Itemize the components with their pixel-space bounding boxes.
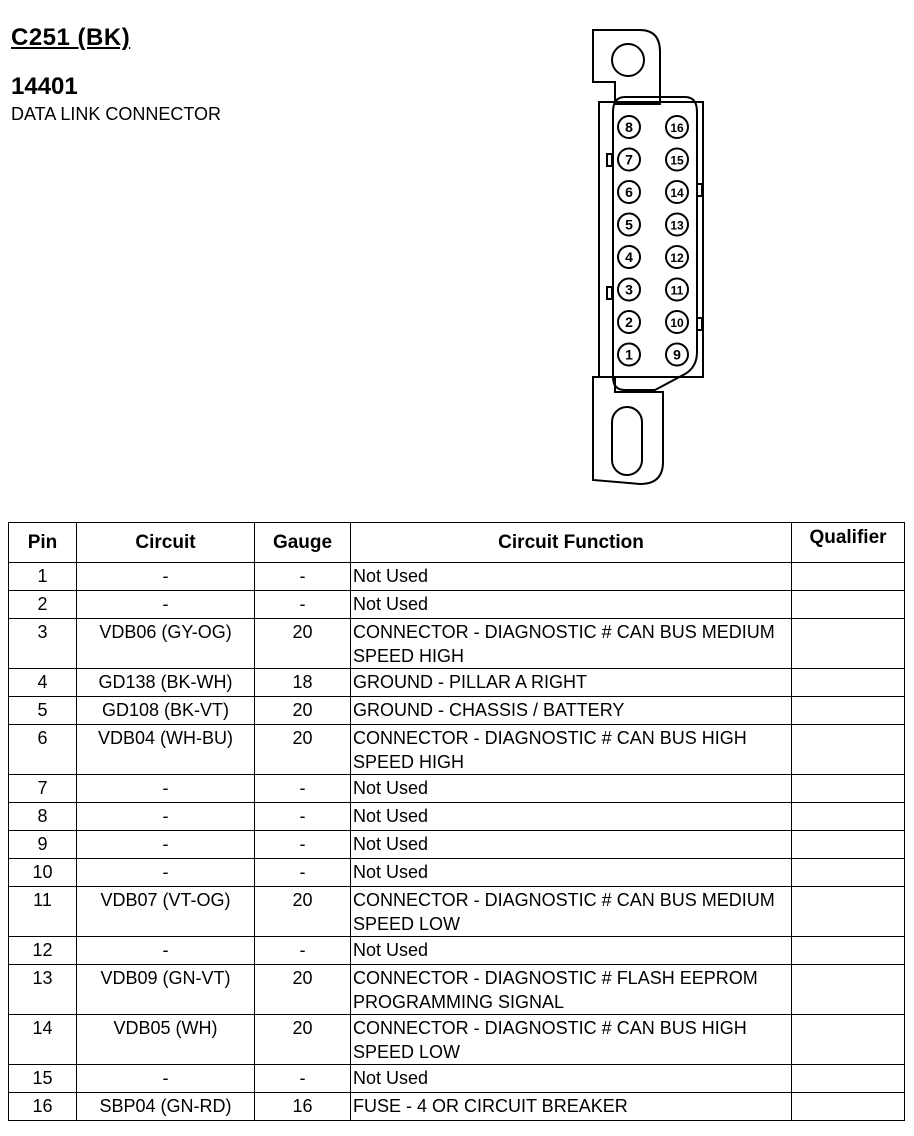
pin-16-label: 16 [670, 121, 684, 135]
gauge-cell: 20 [255, 725, 351, 775]
function-cell: CONNECTOR - DIAGNOSTIC # CAN BUS HIGH SPEED LOW [351, 1015, 792, 1065]
function-cell: Not Used [351, 775, 792, 803]
table-row [9, 697, 905, 725]
table-row [9, 831, 905, 859]
gauge-cell: 16 [255, 1093, 351, 1121]
table-row [9, 775, 905, 803]
function-cell: Not Used [351, 859, 792, 887]
pin-8-label: 8 [625, 119, 633, 135]
pin-cell: 6 [9, 725, 77, 775]
gauge-cell: - [255, 831, 351, 859]
qualifier-column-header: Qualifier [792, 523, 905, 563]
pin-12-label: 12 [670, 251, 684, 265]
circuit-cell: VDB04 (WH-BU) [77, 725, 255, 775]
qualifier-cell [792, 1065, 905, 1093]
pin-cell: 5 [9, 697, 77, 725]
table-header-row [9, 523, 905, 563]
connector-description: DATA LINK CONNECTOR [11, 104, 222, 124]
circuit-cell: - [77, 775, 255, 803]
function-column-header: Circuit Function [351, 523, 792, 563]
table-row [9, 1065, 905, 1093]
qualifier-cell [792, 831, 905, 859]
part-number-heading: 14401 [11, 73, 78, 100]
table-row [9, 591, 905, 619]
gauge-cell: - [255, 775, 351, 803]
left-pin-column [618, 116, 640, 366]
qualifier-cell [792, 937, 905, 965]
function-cell: CONNECTOR - DIAGNOSTIC # CAN BUS HIGH SPEED HIGH [351, 725, 792, 775]
pin-2-label: 2 [625, 314, 633, 330]
circuit-cell: GD138 (BK-WH) [77, 669, 255, 697]
qualifier-cell [792, 1093, 905, 1121]
table-row [9, 965, 905, 1015]
pin-11-label: 11 [670, 283, 684, 298]
top-mounting-hole [612, 44, 644, 76]
qualifier-cell [792, 697, 905, 725]
qualifier-cell [792, 563, 905, 591]
function-cell: CONNECTOR - DIAGNOSTIC # CAN BUS MEDIUM SPEED HIGH [351, 619, 792, 669]
gauge-cell: 20 [255, 697, 351, 725]
qualifier-cell [792, 725, 905, 775]
gauge-cell: - [255, 937, 351, 965]
gauge-column-header: Gauge [255, 523, 351, 563]
gauge-cell: 18 [255, 669, 351, 697]
pin-9-label: 9 [673, 346, 681, 363]
pin-cell: 14 [9, 1015, 77, 1065]
circuit-cell: VDB06 (GY-OG) [77, 619, 255, 669]
function-cell: GROUND - PILLAR A RIGHT [351, 669, 792, 697]
pin-7-label: 7 [625, 151, 633, 168]
side-clip [607, 154, 612, 166]
connector-face-diagram [585, 22, 715, 497]
function-cell: CONNECTOR - DIAGNOSTIC # FLASH EEPROM PROGRAMMING SIGNAL [351, 965, 792, 1015]
pin-4-label: 4 [625, 249, 633, 265]
bottom-mounting-slot [612, 407, 642, 475]
gauge-cell: - [255, 1065, 351, 1093]
circuit-cell: VDB09 (GN-VT) [77, 965, 255, 1015]
table-row [9, 1015, 905, 1065]
function-cell: Not Used [351, 803, 792, 831]
function-cell: GROUND - CHASSIS / BATTERY [351, 697, 792, 725]
circuit-cell: - [77, 563, 255, 591]
circuit-cell: - [77, 591, 255, 619]
pin-6-label: 6 [625, 184, 633, 200]
pin-table-body [9, 563, 905, 1121]
pin-cell: 9 [9, 831, 77, 859]
function-cell: FUSE - 4 OR CIRCUIT BREAKER [351, 1093, 792, 1121]
qualifier-cell [792, 887, 905, 937]
pin-cell: 3 [9, 619, 77, 669]
pin-15-label: 15 [670, 153, 684, 168]
connector-id-heading: C251 (BK) [11, 24, 131, 51]
gauge-cell: 20 [255, 887, 351, 937]
table-row [9, 1093, 905, 1121]
pin-cell: 8 [9, 803, 77, 831]
qualifier-cell [792, 803, 905, 831]
function-cell: Not Used [351, 1065, 792, 1093]
function-cell: Not Used [351, 563, 792, 591]
pin-13-label: 13 [670, 218, 684, 233]
pin-column-header: Pin [9, 523, 77, 563]
table-row [9, 669, 905, 697]
side-clip [697, 184, 702, 196]
pin-cell: 16 [9, 1093, 77, 1121]
circuit-cell: SBP04 (GN-RD) [77, 1093, 255, 1121]
side-clip [607, 287, 612, 299]
pin-10-label: 10 [670, 316, 684, 330]
circuit-cell: GD108 (BK-VT) [77, 697, 255, 725]
pin-14-label: 14 [670, 186, 684, 200]
pin-cell: 1 [9, 563, 77, 591]
pin-cell: 13 [9, 965, 77, 1015]
gauge-cell: - [255, 859, 351, 887]
pin-cell: 12 [9, 937, 77, 965]
qualifier-cell [792, 965, 905, 1015]
circuit-cell: - [77, 937, 255, 965]
gauge-cell: 20 [255, 1015, 351, 1065]
circuit-cell: VDB05 (WH) [77, 1015, 255, 1065]
gauge-cell: - [255, 803, 351, 831]
table-row [9, 563, 905, 591]
function-cell: Not Used [351, 831, 792, 859]
side-clip [697, 318, 702, 330]
pin-cell: 15 [9, 1065, 77, 1093]
circuit-cell: - [77, 859, 255, 887]
pin-3-label: 3 [625, 281, 633, 298]
pin-5-label: 5 [625, 216, 633, 233]
table-row [9, 619, 905, 669]
pin-table [8, 522, 905, 1121]
qualifier-cell [792, 775, 905, 803]
qualifier-cell [792, 669, 905, 697]
pin-cell: 2 [9, 591, 77, 619]
table-row [9, 937, 905, 965]
pin-1-label: 1 [625, 346, 633, 363]
gauge-cell: 20 [255, 619, 351, 669]
top-mounting-tab [593, 30, 660, 104]
qualifier-cell [792, 1015, 905, 1065]
pin-cell: 4 [9, 669, 77, 697]
table-row [9, 725, 905, 775]
table-row [9, 859, 905, 887]
qualifier-cell [792, 591, 905, 619]
pin-cell: 10 [9, 859, 77, 887]
circuit-cell: VDB07 (VT-OG) [77, 887, 255, 937]
table-row [9, 803, 905, 831]
function-cell: CONNECTOR - DIAGNOSTIC # CAN BUS MEDIUM SPEED LOW [351, 887, 792, 937]
circuit-cell: - [77, 803, 255, 831]
circuit-cell: - [77, 1065, 255, 1093]
qualifier-cell [792, 619, 905, 669]
qualifier-cell [792, 859, 905, 887]
pin-cell: 11 [9, 887, 77, 937]
table-row [9, 887, 905, 937]
gauge-cell: 20 [255, 965, 351, 1015]
circuit-column-header: Circuit [77, 523, 255, 563]
circuit-cell: - [77, 831, 255, 859]
gauge-cell: - [255, 591, 351, 619]
function-cell: Not Used [351, 591, 792, 619]
pin-cell: 7 [9, 775, 77, 803]
function-cell: Not Used [351, 937, 792, 965]
connector-housing [599, 102, 703, 377]
right-pin-column [666, 116, 688, 366]
bottom-mounting-tab [593, 377, 663, 484]
gauge-cell: - [255, 563, 351, 591]
